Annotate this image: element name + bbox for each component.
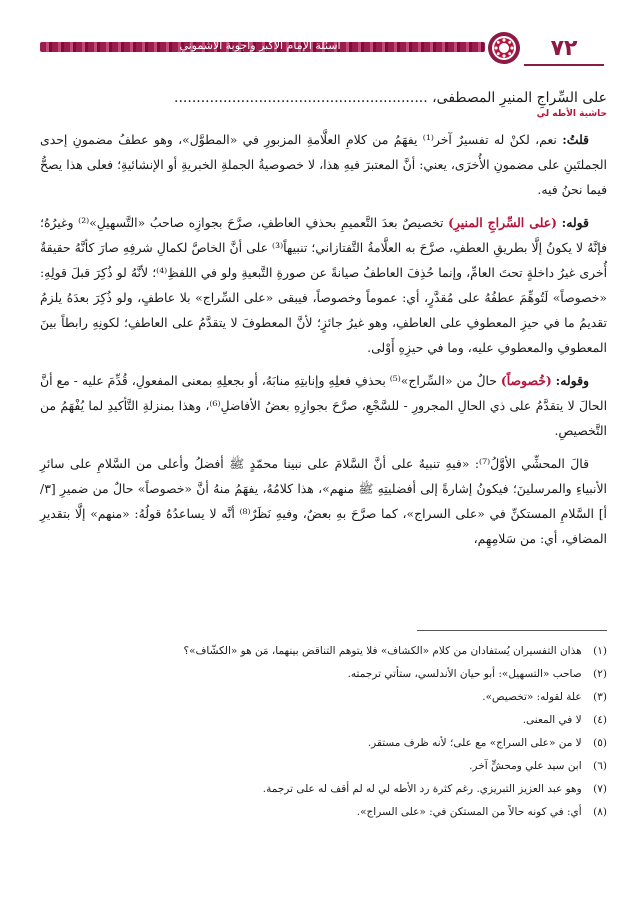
paragraph-text: تخصيصٌ بعدَ التَّعميمِ بحذفِ العاطفِ، صرَّحَ بجوازِه صاحبُ «التَّسهيلِ»⁽²⁾ وغيرُهُ؛ فإنَّهُ لا يكونُ إلَّا بطريقِ العطفِ، صرَّحَ به العلَّامةُ التَّفتازاني؛ تنبيهاً⁽³⁾ على أنَّ الخاصَّ لكمالِ شرفِهِ صارَ كأنَّهُ حقيقةٌ أُخرى غيرُ داخلةٍ تحتَ العامِّ، وإنما حُذِفَ العاطفُ صيانةً عن صورةِ التَّبعيةِ ولو في اللفظِ⁽⁴⁾؛ لأنَّهُ لو ذُكِرَ قبلَ قولِهِ: «خصوصاً» لَتُوهِّمَ عطفُهُ على مُقدَّرٍ، أي: عموماً وخصوصاً، فيبقى «على السِّراج» بلا عاطفٍ، ولو ذُكِرَ بعدَهُ يلزمُ تقديمُ ما في حيزِ المعطوفِ على العاطفِ، وهو غيرُ جائزٍ؛ لأنَّ المعطوفَ لا يتقدَّمُ على العاطفِ؛ لكونِهِ رابطاً بينَ المعطوفِ والمعطوفِ عليه، وما في حيزِهِ أَوْلى. [40, 215, 608, 355]
footnote-item [40, 755, 607, 778]
footnote-item [40, 686, 607, 709]
footnote-divider [417, 630, 607, 631]
footnote-number: (٤) [593, 714, 607, 726]
running-title: أسئلة الإمام الأكبر وأجوبة الأشموني [179, 39, 341, 52]
footnote-item [40, 709, 607, 732]
opening-line: على السِّراجِ المنيرِ المصطفى، ......................................................... [174, 90, 607, 106]
footnote-number: (٧) [593, 783, 607, 795]
footnote-item [40, 801, 607, 824]
footnote-text: علة لقوله: «تخصيص». [482, 691, 582, 703]
paragraph [40, 368, 607, 443]
footnote-number: (٢) [593, 668, 607, 680]
page-number: ٧٢ [550, 36, 578, 61]
footnote-text: صاحب «التسهيل»: أبو حيان الأندلسي، ستأتي ترجمته. [347, 668, 582, 680]
gloss-label: حاشية الأطه لي [536, 109, 607, 119]
paragraph-text: نعم، لكنْ له تفسيرٌ آخر⁽¹⁾ يفهَمُ من كلامِ العلَّامةِ المزبورِ في «المطوَّل»، وهو عطفُ مضمونِ إحدى الجملتَينِ على مضمونِ الأُخرَى، يعني: أنَّ المعتبرَ فيهِ هذا، لا خصوصيةُ الجملةِ الخبريةِ أو الإنشائيةِ؛ فعلى هذا يصحُّ فيما نحنُ فيه. [40, 132, 607, 197]
paragraph-keyword: وقوله: [555, 373, 589, 388]
footnote-item [40, 732, 607, 755]
paragraph-keyword: قوله: [561, 215, 589, 230]
footnote-number: (٣) [593, 691, 607, 703]
header-rule [524, 64, 604, 66]
footnote-text: أي: في كونه حالاً من المستكن في: «على السراج». [356, 806, 582, 818]
footnote-item [40, 663, 607, 686]
footnote-number: (٨) [593, 806, 607, 818]
page-header [40, 22, 610, 72]
paragraph-text: قالَ المحشِّي الأوَّلُ⁽⁷⁾: «فيهِ تنبيهٌ على أنَّ السَّلامَ على نبينا محمّدٍ ﷺ أفضلُ وأعلى من السَّلامِ على سائرِ الأنبياءِ والمرسلينَ؛ فيكونُ إشارةً إلى أفضليتِهِ ﷺ منهم»، هذا كلامُهُ، يفهَمُ منهُ أنَّ «خصوصاً» حالٌ من ضميرِ [٣/أ] السَّلامِ المستكنِّ في «على السراج»، كما صرَّحَ بهِ بعضٌ، وفيهِ نَظَرٌ⁽⁸⁾ أنَّه لا يساعدُهُ قولُهُ: «منهم» إلَّا بتقديرِ المضافِ، أي: من سَلامِهِم، [40, 456, 607, 546]
footnotes [40, 640, 607, 824]
paragraph [40, 127, 607, 202]
footnote-text: هذان التفسيران يُستفادان من كلام «الكشاف» فلا يتوهم التناقض بينهما، مَن هو «الكشّاف»؟ [183, 645, 582, 657]
footnote-number: (٦) [593, 760, 607, 772]
footnote-text: لا من «على السراج» مع على؛ لأنه ظرف مستقر. [367, 737, 582, 749]
quoted-phrase: (خُصوصاً) [500, 373, 552, 388]
footnote-item [40, 778, 607, 801]
footnote-number: (٥) [593, 737, 607, 749]
paragraph [40, 210, 607, 360]
footnote-text: وهو عبد العزيز التبريزي. رغم كثرة رد الأطه لي له لم أقف له على ترجمة. [262, 783, 582, 795]
rosette-ornament-icon [487, 31, 521, 65]
paragraph-keyword: قلتُ: [562, 132, 589, 147]
footnote-text: ابن سيد علي ومحشٍّ آخر. [469, 760, 582, 772]
main-text [40, 85, 607, 559]
footnote-number: (١) [593, 645, 607, 657]
paragraph-text: حالٌ من «السِّراج»⁽⁵⁾ بحذفِ فعلِهِ وإنابتِهِ منابَهُ، أو بجعلِهِ بمعنى المفعولِ، قُدِّمَ عليه - مع أنَّ الحالَ لا يتقدَّمُ على ذي الحالِ المجرورِ - للسَّجْعِ، صرَّحَ بجوازِهِ بعضُ الأفاضلِ⁽⁶⁾، وهذا بمنزلةِ التَّأكيدِ لما يُفْهَمُ من التَّخصيصِ. [40, 373, 608, 438]
quoted-phrase: (على السِّراجِ المنيرِ) [448, 215, 557, 230]
footnote-item [40, 640, 607, 663]
footnote-text: لا في المعنى. [522, 714, 582, 726]
paragraph [40, 451, 607, 551]
